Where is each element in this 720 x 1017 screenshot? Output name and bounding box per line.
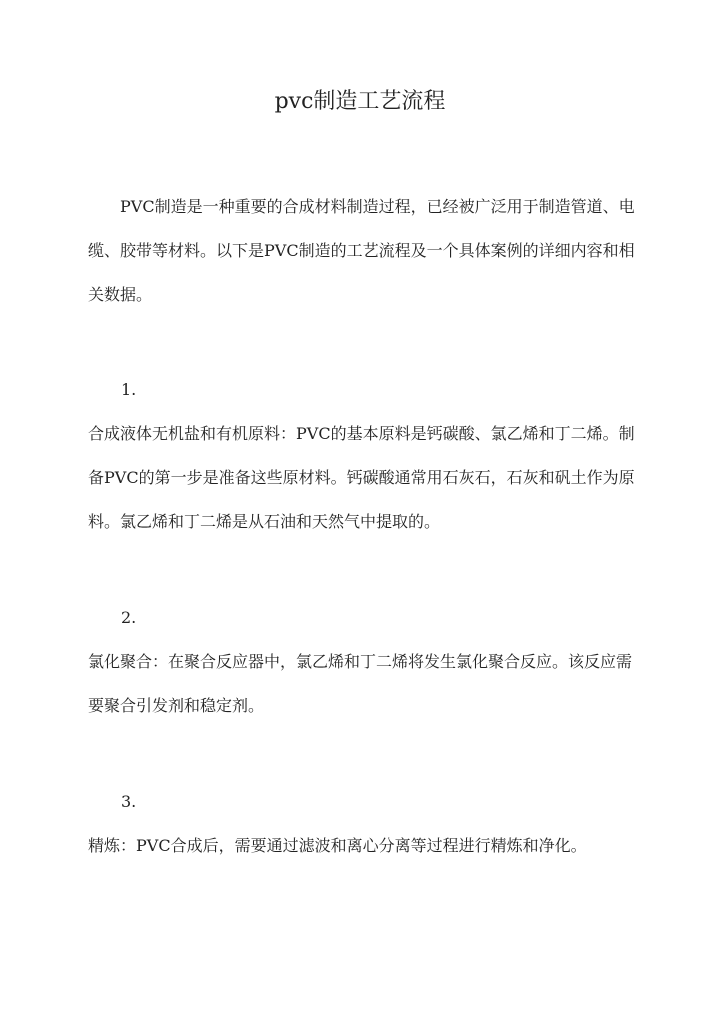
step-text: 氯化聚合：在聚合反应器中，氯乙烯和丁二烯将发生氯化聚合反应。该反应需要聚合引发剂和稳定剂。	[88, 652, 633, 715]
document-title: pvc制造工艺流程	[274, 89, 446, 114]
step-number: 1.	[121, 380, 137, 399]
intro-paragraph: PVC制造是一种重要的合成材料制造过程，已经被广泛用于制造管道、电缆、胶带等材料。以下是PVC制造的工艺流程及一个具体案例的详细内容和相关数据。	[88, 197, 635, 304]
step-number: 3.	[121, 792, 137, 811]
step-text: 精炼：PVC合成后，需要通过滤波和离心分离等过程进行精炼和净化。	[88, 836, 587, 855]
step-number: 2.	[121, 608, 137, 627]
step-text: 合成液体无机盐和有机原料：PVC的基本原料是钙碳酸、氯乙烯和丁二烯。制备PVC的第一步是准备这些原材料。钙碳酸通常用石灰石，石灰和矾土作为原料。氯乙烯和丁二烯是从石油和天然气中提取的。	[88, 424, 635, 531]
